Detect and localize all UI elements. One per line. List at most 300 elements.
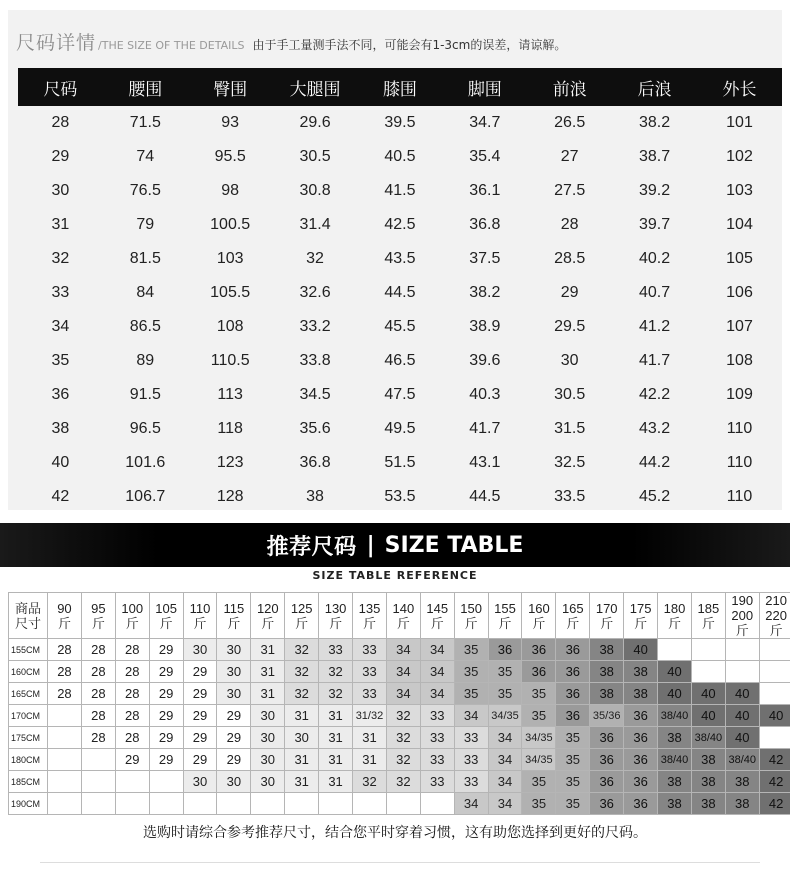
weight-header xyxy=(115,593,149,639)
recommend-cell: 34 xyxy=(420,661,454,683)
size-table-cell: 76.5 xyxy=(129,182,161,199)
recommend-cell xyxy=(759,683,790,705)
size-table-col-header: 前浪 xyxy=(527,68,612,106)
recommend-cell: 29 xyxy=(217,727,251,749)
size-table-cell: 101 xyxy=(726,114,753,131)
recommend-cell: 40 xyxy=(658,661,692,683)
size-table-cell: 31.4 xyxy=(299,216,331,233)
weight-header xyxy=(285,593,319,639)
size-table-cell: 44.5 xyxy=(469,488,501,505)
weight-value: 210 xyxy=(765,593,787,608)
size-table-cell: 71.5 xyxy=(129,114,161,131)
recommend-cell: 38 xyxy=(658,793,692,815)
size-table-cell: 41.7 xyxy=(638,352,671,369)
recommend-cell: 40 xyxy=(658,683,692,705)
recommend-cell: 31 xyxy=(319,705,353,727)
recommend-cell: 28 xyxy=(81,727,115,749)
size-table-cell: 46.5 xyxy=(384,352,416,369)
recommend-grid-body xyxy=(9,639,790,815)
size-table-cell: 32.6 xyxy=(299,284,331,301)
recommend-cell: 32 xyxy=(386,705,420,727)
recommend-cell: 34 xyxy=(386,661,420,683)
size-table-cell: 98 xyxy=(221,182,240,199)
size-table-cell: 109 xyxy=(726,386,753,403)
weight-unit: 斤 xyxy=(600,615,614,631)
recommend-cell xyxy=(115,793,149,815)
weight-header xyxy=(149,593,183,639)
weight-value: 175 xyxy=(629,600,652,616)
recommend-cell: 35 xyxy=(556,793,590,815)
recommend-cell: 32 xyxy=(319,661,353,683)
recommend-cell: 35 xyxy=(454,683,488,705)
recommend-cell xyxy=(353,793,387,815)
size-table-cell: 103 xyxy=(216,250,244,267)
recommend-cell xyxy=(420,793,454,815)
weight-unit: 斤 xyxy=(261,615,275,631)
recommend-cell: 32 xyxy=(285,661,319,683)
recommend-cell: 31/32 xyxy=(353,705,387,727)
recommend-cell: 30 xyxy=(217,683,251,705)
recommend-cell: 28 xyxy=(115,661,149,683)
size-table-cell: 38 xyxy=(51,420,70,437)
recommend-cell: 38 xyxy=(658,727,692,749)
weight-value: 100 xyxy=(121,600,144,616)
size-table-cell: 84 xyxy=(136,284,155,301)
height-label: 190CM xyxy=(9,793,48,815)
weight-header xyxy=(420,593,454,639)
size-table-cell: 42.5 xyxy=(384,216,416,233)
size-table-cell: 36.8 xyxy=(469,216,501,233)
recommend-cell: 28 xyxy=(81,705,115,727)
weight-header xyxy=(319,593,353,639)
recommend-cell: 34 xyxy=(454,705,488,727)
recommend-cell: 36 xyxy=(590,793,624,815)
recommend-cell xyxy=(691,661,725,683)
recommend-cell: 42 xyxy=(759,749,790,771)
recommend-cell: 36 xyxy=(624,727,658,749)
size-table-cell: 27 xyxy=(560,148,579,165)
size-table-cell: 34 xyxy=(51,318,70,335)
weight-unit: 斤 xyxy=(329,615,343,631)
size-table-cell: 37.5 xyxy=(469,250,501,267)
size-table-banner xyxy=(0,523,790,567)
banner-separator: | xyxy=(366,532,375,558)
recommend-cell: 35 xyxy=(522,771,556,793)
size-table-cell: 110 xyxy=(726,454,753,471)
size-details-header xyxy=(16,28,566,58)
recommend-cell: 36 xyxy=(522,639,556,661)
recommend-cell: 32 xyxy=(285,683,319,705)
size-table-cell: 34.5 xyxy=(299,386,331,403)
size-table-cell: 128 xyxy=(216,488,244,505)
size-table-cell: 39.6 xyxy=(469,352,501,369)
recommend-cell: 36 xyxy=(590,727,624,749)
weight-value: 160 xyxy=(528,600,550,616)
recommend-cell: 31 xyxy=(319,727,353,749)
recommend-cell: 31 xyxy=(319,749,353,771)
recommend-cell xyxy=(217,793,251,815)
weight-header xyxy=(454,593,488,639)
recommend-cell: 30 xyxy=(183,771,217,793)
size-table-cell: 79 xyxy=(136,216,155,233)
recommend-cell xyxy=(48,727,82,749)
size-table-cell: 74 xyxy=(136,148,155,165)
recommend-cell: 31 xyxy=(353,749,387,771)
weight-unit: 斤 xyxy=(464,615,478,631)
size-table-cell: 44.5 xyxy=(384,284,416,301)
weight-value: 155 xyxy=(494,600,516,616)
size-table-cell: 91.5 xyxy=(129,386,161,403)
recommend-cell: 38 xyxy=(590,661,624,683)
recommend-cell: 36 xyxy=(590,749,624,771)
weight-header xyxy=(590,593,624,639)
recommend-cell: 31 xyxy=(285,749,319,771)
recommend-cell: 34 xyxy=(386,639,420,661)
weight-header xyxy=(691,593,725,639)
recommend-cell: 38/40 xyxy=(658,705,692,727)
recommend-cell xyxy=(115,771,149,793)
recommend-cell: 34/35 xyxy=(522,727,556,749)
recommend-cell xyxy=(149,771,183,793)
recommend-cell: 36 xyxy=(522,661,556,683)
height-label: 160CM xyxy=(9,661,48,683)
size-table-cell: 106.7 xyxy=(125,488,166,505)
recommend-cell xyxy=(48,705,82,727)
recommend-cell: 33 xyxy=(319,639,353,661)
recommend-cell: 29 xyxy=(149,661,183,683)
recommend-row xyxy=(9,749,790,771)
size-table-col-header: 后浪 xyxy=(612,68,697,106)
recommend-cell: 34 xyxy=(420,639,454,661)
recommend-cell: 38 xyxy=(590,639,624,661)
weight-value: 150 xyxy=(460,600,482,616)
size-table-cell: 113 xyxy=(217,386,243,403)
recommend-cell: 36 xyxy=(624,771,658,793)
recommend-cell: 29 xyxy=(217,705,251,727)
recommend-cell xyxy=(759,727,790,749)
size-table-cell: 45.2 xyxy=(638,488,671,505)
size-table-cell: 105.5 xyxy=(210,284,251,301)
recommend-cell: 28 xyxy=(48,661,82,683)
weight-value: 120 xyxy=(256,600,279,616)
recommend-cell: 35 xyxy=(556,727,590,749)
size-table-cell: 36.8 xyxy=(299,454,331,471)
recommend-cell: 33 xyxy=(420,771,454,793)
size-table-cell: 39.2 xyxy=(638,182,671,199)
size-table-cell: 110.5 xyxy=(210,352,250,369)
size-table-cell: 26.5 xyxy=(554,114,586,131)
recommend-cell: 28 xyxy=(115,683,149,705)
recommend-cell: 29 xyxy=(115,749,149,771)
recommend-cell: 31 xyxy=(251,683,285,705)
recommend-cell: 40 xyxy=(725,727,759,749)
weight-unit: 斤 xyxy=(566,615,580,631)
size-table-cell: 105 xyxy=(726,250,753,267)
size-table-cell: 42 xyxy=(51,488,70,505)
recommend-cell: 33 xyxy=(353,661,387,683)
weight-unit: 斤 xyxy=(532,615,546,631)
recommend-cell: 28 xyxy=(115,727,149,749)
recommend-cell: 34 xyxy=(454,793,488,815)
size-table-cell: 53.5 xyxy=(384,488,416,505)
weight-value: 90 xyxy=(57,600,72,616)
size-table-cell: 123 xyxy=(216,454,244,471)
recommend-cell: 33 xyxy=(454,749,488,771)
recommend-cell: 38 xyxy=(590,683,624,705)
recommend-cell: 38 xyxy=(624,661,658,683)
weight-header xyxy=(353,593,387,639)
weight-unit: 斤 xyxy=(667,615,681,631)
size-table-cell: 29.6 xyxy=(299,114,331,131)
recommend-cell: 33 xyxy=(420,749,454,771)
recommend-cell: 28 xyxy=(115,705,149,727)
size-table-cell: 103 xyxy=(726,182,753,199)
size-table-cell: 36.1 xyxy=(469,182,501,199)
size-table-cell: 81.5 xyxy=(129,250,161,267)
weight-header xyxy=(488,593,522,639)
weight-value: 140 xyxy=(392,600,415,616)
recommend-cell: 30 xyxy=(251,749,285,771)
size-table-cell: 27.5 xyxy=(554,182,586,199)
size-table-cell: 29 xyxy=(560,284,579,301)
weight-value: 190 xyxy=(731,593,754,608)
height-label: 185CM xyxy=(9,771,48,793)
recommend-cell xyxy=(251,793,285,815)
weight-value: 145 xyxy=(426,600,449,616)
recommend-cell: 28 xyxy=(115,639,149,661)
size-table-cell: 51.5 xyxy=(384,454,416,471)
recommend-cell: 35 xyxy=(522,683,556,705)
recommend-cell: 33 xyxy=(420,727,454,749)
size-table-cell: 45.5 xyxy=(384,318,416,335)
weight-header xyxy=(725,593,759,639)
size-table-cell: 44.2 xyxy=(638,454,671,471)
recommend-cell xyxy=(48,793,82,815)
recommend-cell: 33 xyxy=(353,683,387,705)
size-table-row xyxy=(18,242,782,276)
size-table-cell: 28 xyxy=(51,114,70,131)
size-table-cell: 38.7 xyxy=(638,148,671,165)
recommend-cell: 32 xyxy=(285,639,319,661)
size-table-row xyxy=(18,378,782,412)
recommend-cell: 36 xyxy=(556,705,590,727)
height-label: 155CM xyxy=(9,639,48,661)
weight-unit: 斤 xyxy=(227,615,241,631)
size-table-col-header: 外长 xyxy=(697,68,782,106)
recommend-cell xyxy=(759,639,790,661)
recommend-cell: 38/40 xyxy=(691,727,725,749)
recommend-cell: 30 xyxy=(183,639,217,661)
weight-unit: 斤 xyxy=(193,615,207,631)
recommend-cell: 29 xyxy=(183,661,217,683)
recommend-cell: 30 xyxy=(251,727,285,749)
size-table-reference-label: SIZE TABLE REFERENCE xyxy=(312,569,478,582)
recommend-cell: 33 xyxy=(454,771,488,793)
recommend-cell: 35 xyxy=(488,683,522,705)
recommend-cell: 36 xyxy=(556,683,590,705)
size-table-cell: 30.8 xyxy=(299,182,331,199)
recommend-cell: 42 xyxy=(759,771,790,793)
size-table-cell: 39.5 xyxy=(384,114,416,131)
weight-header xyxy=(183,593,217,639)
size-table-cell: 108 xyxy=(216,318,244,335)
size-table-cell: 40.7 xyxy=(638,284,671,301)
recommend-cell: 32 xyxy=(386,727,420,749)
recommend-cell xyxy=(285,793,319,815)
recommend-corner-header xyxy=(9,593,48,639)
weight-unit: 斤 xyxy=(701,615,715,631)
recommend-cell: 31 xyxy=(353,727,387,749)
recommend-row xyxy=(9,793,790,815)
size-table-cell: 107 xyxy=(726,318,753,335)
banner-title-cn: 推荐尺码 xyxy=(266,534,357,560)
size-table-cell: 39.7 xyxy=(638,216,671,233)
recommend-cell: 29 xyxy=(149,683,183,705)
recommend-cell xyxy=(81,793,115,815)
size-table-cell: 41.5 xyxy=(384,182,416,199)
recommend-cell: 30 xyxy=(251,771,285,793)
recommend-cell: 34 xyxy=(488,727,522,749)
size-table-cell: 35 xyxy=(51,352,70,369)
recommend-cell: 36 xyxy=(556,639,590,661)
size-table-cell: 30 xyxy=(560,352,579,369)
size-table-col-header: 尺码 xyxy=(18,68,103,106)
recommend-cell: 28 xyxy=(48,683,82,705)
size-table-cell: 28.5 xyxy=(554,250,586,267)
size-table-cell: 30 xyxy=(51,182,70,199)
recommend-cell: 29 xyxy=(183,727,217,749)
recommend-cell xyxy=(81,749,115,771)
recommend-cell: 31 xyxy=(285,705,319,727)
recommend-cell: 28 xyxy=(81,639,115,661)
size-details-subtitle: /THE SIZE OF THE DETAILS xyxy=(98,39,245,52)
recommend-cell: 42 xyxy=(759,793,790,815)
size-table-cell: 86.5 xyxy=(129,318,161,335)
size-table-cell: 31.5 xyxy=(554,420,586,437)
corner-label: 商品 xyxy=(14,600,41,616)
size-table-cell: 106 xyxy=(726,284,753,301)
size-table-col-header: 大腿围 xyxy=(273,68,358,106)
recommend-cell: 29 xyxy=(217,749,251,771)
recommend-cell: 28 xyxy=(81,661,115,683)
recommend-grid-wrapper xyxy=(8,592,785,810)
weight-unit: 斤 xyxy=(57,615,71,631)
size-table-cell: 41.2 xyxy=(638,318,671,335)
recommend-cell: 38 xyxy=(691,793,725,815)
size-table-cell: 100.5 xyxy=(210,216,251,233)
weight-header xyxy=(624,593,658,639)
recommend-cell: 35 xyxy=(454,639,488,661)
size-table-row xyxy=(18,106,782,140)
recommend-cell: 36 xyxy=(624,793,658,815)
size-table-row xyxy=(18,480,782,514)
recommend-cell: 35 xyxy=(488,661,522,683)
corner-label: 尺寸 xyxy=(14,615,41,631)
height-label: 165CM xyxy=(9,683,48,705)
size-table-cell: 40.3 xyxy=(469,386,501,403)
recommend-cell: 36 xyxy=(488,639,522,661)
size-table-cell: 29.5 xyxy=(554,318,586,335)
size-table-cell: 104 xyxy=(726,216,753,233)
size-table-col-header: 膝围 xyxy=(358,68,443,106)
size-table-cell: 95.5 xyxy=(214,148,246,165)
size-table-cell: 42.2 xyxy=(638,386,671,403)
recommend-cell: 28 xyxy=(81,683,115,705)
recommend-cell: 30 xyxy=(217,661,251,683)
recommend-cell: 36 xyxy=(556,661,590,683)
size-table-cell: 93 xyxy=(221,114,240,131)
recommend-cell: 29 xyxy=(183,683,217,705)
size-table-row xyxy=(18,344,782,378)
size-table-cell: 33.5 xyxy=(554,488,586,505)
recommend-header-row xyxy=(9,593,790,639)
weight-header xyxy=(217,593,251,639)
recommend-cell: 35/36 xyxy=(590,705,624,727)
recommend-cell: 29 xyxy=(149,639,183,661)
recommend-cell: 38 xyxy=(725,793,759,815)
recommend-row xyxy=(9,661,790,683)
recommend-cell: 35 xyxy=(522,705,556,727)
weight-value: 135 xyxy=(358,600,381,616)
size-table-cell: 101.6 xyxy=(125,454,166,471)
recommend-row xyxy=(9,639,790,661)
size-table-cell: 38.9 xyxy=(469,318,501,335)
recommend-cell: 33 xyxy=(353,639,387,661)
recommend-cell: 29 xyxy=(183,749,217,771)
recommend-cell: 30 xyxy=(217,639,251,661)
weight-value: 185 xyxy=(697,600,720,616)
weight-value: 125 xyxy=(290,600,313,616)
recommend-cell xyxy=(183,793,217,815)
weight-unit: 斤 xyxy=(159,615,173,631)
size-table-cell: 32.5 xyxy=(554,454,586,471)
recommend-cell: 29 xyxy=(183,705,217,727)
measurement-note: 由于手工量测手法不同，可能会有1-3cm的误差，请谅解。 xyxy=(252,38,567,52)
weight-header xyxy=(556,593,590,639)
recommend-cell: 34 xyxy=(420,683,454,705)
size-details-title: 尺码详情 xyxy=(16,32,97,54)
size-table-cell: 30.5 xyxy=(299,148,331,165)
weight-header xyxy=(48,593,82,639)
size-table-row xyxy=(18,446,782,480)
size-table-row xyxy=(18,208,782,242)
recommend-size-grid xyxy=(8,592,790,815)
size-table-cell: 32 xyxy=(51,250,70,267)
size-table-cell: 33 xyxy=(51,284,70,301)
weight-value: 95 xyxy=(91,600,106,616)
recommend-cell: 29 xyxy=(149,749,183,771)
recommend-cell: 40 xyxy=(725,683,759,705)
recommend-cell: 34 xyxy=(488,749,522,771)
recommend-cell: 32 xyxy=(319,683,353,705)
size-table-cell: 110 xyxy=(726,488,753,505)
weight-unit: 斤 xyxy=(396,615,410,631)
size-table-col-header: 腰围 xyxy=(103,68,188,106)
recommend-cell: 31 xyxy=(251,661,285,683)
weight-value: 180 xyxy=(663,600,686,616)
size-table-col-header: 脚围 xyxy=(442,68,527,106)
recommend-cell: 35 xyxy=(522,793,556,815)
size-table-cell: 43.2 xyxy=(638,420,671,437)
recommend-cell: 32 xyxy=(386,749,420,771)
recommend-cell: 32 xyxy=(386,771,420,793)
weight-unit: 斤 xyxy=(91,615,105,631)
weight-unit: 斤 xyxy=(498,615,512,631)
recommend-cell: 35 xyxy=(454,661,488,683)
size-table-row xyxy=(18,276,782,310)
footer-divider xyxy=(40,862,760,863)
weight-value: 110 xyxy=(189,600,211,616)
